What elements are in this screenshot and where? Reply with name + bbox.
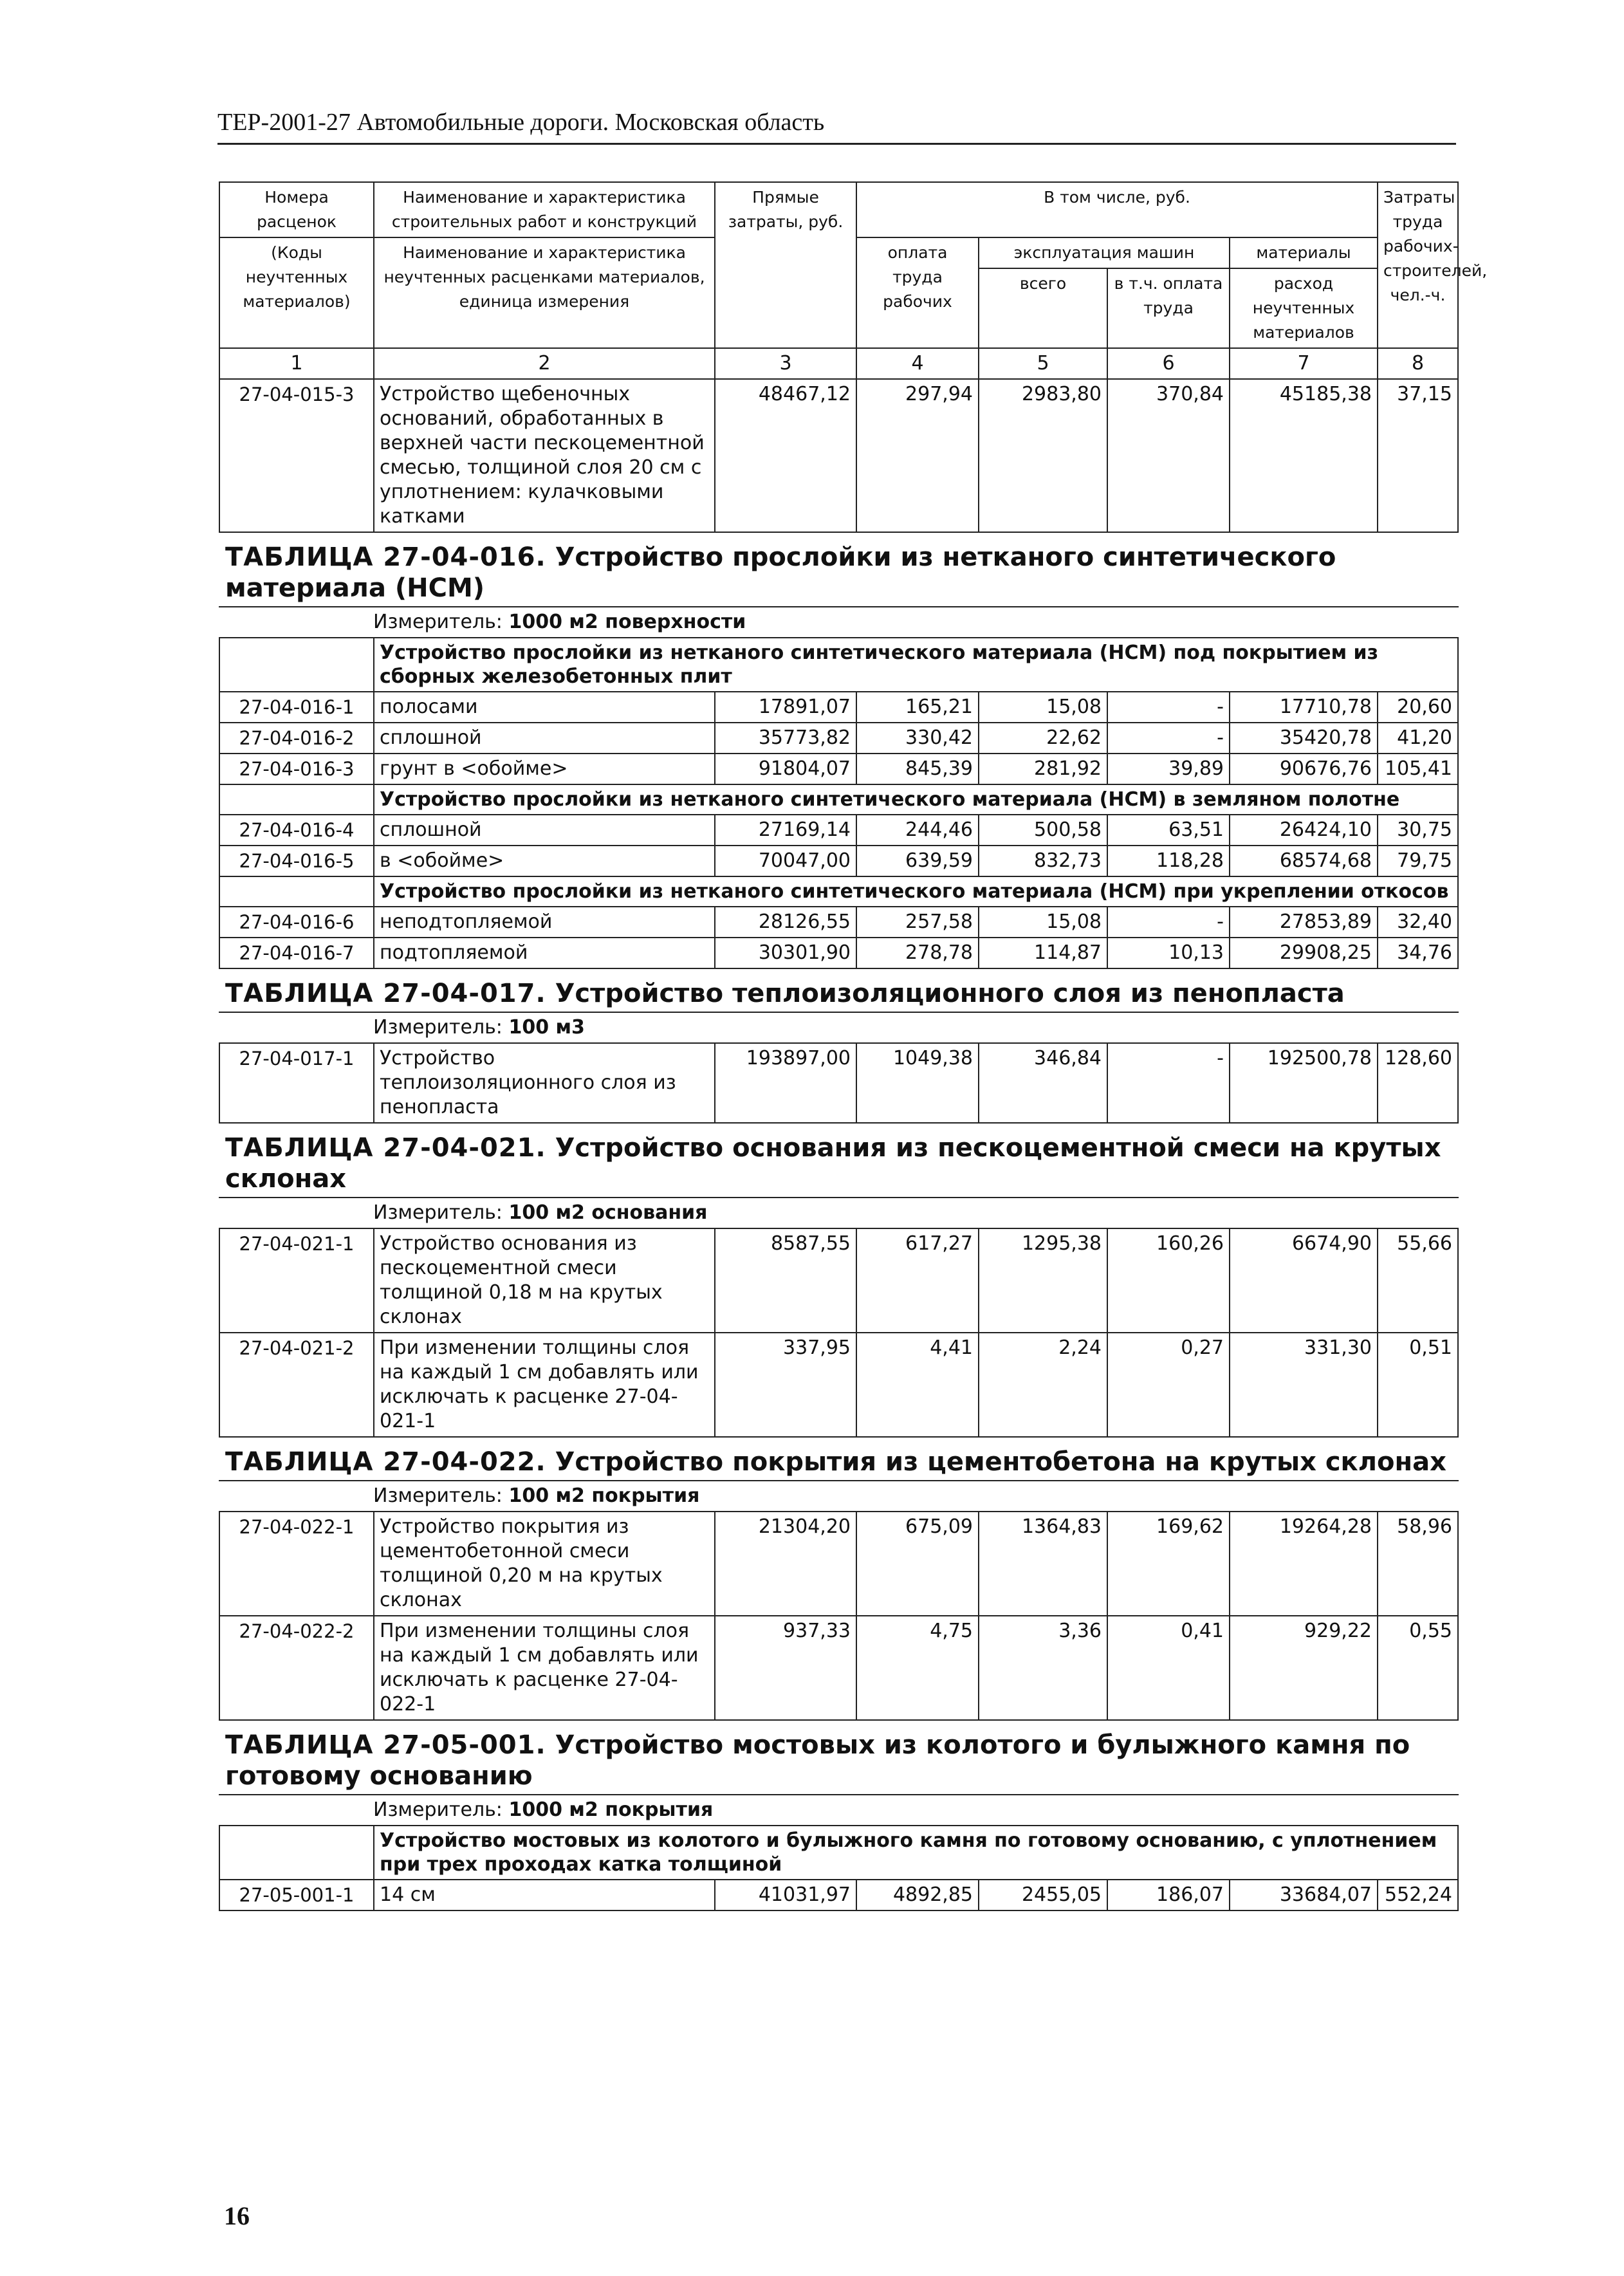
machines-labor: - [1107,723,1230,754]
subheading-row [219,784,1458,815]
table-row [219,907,1458,938]
table-title: ТАБЛИЦА 27-05-001. Устройство мостовых из колотого и булыжного камня по готовому основанию [219,1720,1458,1795]
machines-labor: - [1107,1043,1230,1123]
direct-costs: 35773,82 [715,723,856,754]
measure-unit: Измеритель: 100 м3 [219,1012,1458,1043]
measure-unit: Измеритель: 1000 м2 поверхности [219,607,1458,638]
subheading: Устройство прослойки из нетканого синтетического материала (НСМ) в земляном полотне [374,784,1458,815]
column-number: 1 [219,348,374,379]
labor-pay: 845,39 [856,754,979,784]
materials: 33684,07 [1230,1880,1378,1911]
measure-row [219,1481,1458,1512]
materials: 27853,89 [1230,907,1378,938]
column-numbers-row [219,348,1458,379]
table-title: ТАБЛИЦА 27-04-016. Устройство прослойки из нетканого синтетического материала (НСМ) [219,532,1458,607]
table-title-row [219,1720,1458,1795]
table-title: ТАБЛИЦА 27-04-022. Устройство покрытия из цементобетона на крутых склонах [219,1437,1458,1481]
col-codes-header: Номера расценок [219,182,374,237]
labor-hours: 20,60 [1378,692,1458,723]
labor-pay: 278,78 [856,938,979,968]
measure-row [219,607,1458,638]
materials: 17710,78 [1230,692,1378,723]
direct-costs: 70047,00 [715,846,856,876]
direct-costs: 41031,97 [715,1880,856,1911]
measure-row [219,1198,1458,1228]
direct-costs: 30301,90 [715,938,856,968]
rate-code: 27-04-016-6 [219,907,374,938]
rate-name: сплошной [374,815,715,846]
direct-costs: 937,33 [715,1616,856,1720]
labor-hours: 128,60 [1378,1043,1458,1123]
labor-hours: 37,15 [1378,379,1458,532]
rate-name: При изменении толщины слоя на каждый 1 см добавлять или исключать к расценке 27-04-022-1 [374,1616,715,1720]
column-number: 3 [715,348,856,379]
machines-total: 114,87 [979,938,1107,968]
rates-table [219,181,1488,1911]
rate-code: 27-04-021-1 [219,1228,374,1333]
table-row [219,379,1458,532]
machines-labor: 118,28 [1107,846,1230,876]
machines-total: 1295,38 [979,1228,1107,1333]
rate-code: 27-04-016-7 [219,938,374,968]
machines-total: 832,73 [979,846,1107,876]
machines-labor: 0,27 [1107,1333,1230,1437]
col-codes-subheader: (Коды неучтенных материалов) [219,237,374,348]
column-number: 8 [1378,348,1458,379]
labor-pay: 617,27 [856,1228,979,1333]
column-number: 5 [979,348,1107,379]
rate-name: грунт в <обойме> [374,754,715,784]
rate-name: неподтопляемой [374,907,715,938]
materials: 19264,28 [1230,1512,1378,1616]
materials: 6674,90 [1230,1228,1378,1333]
table-row [219,723,1458,754]
machines-labor: 370,84 [1107,379,1230,532]
running-header: ТЕР-2001-27 Автомобильные дороги. Московская область [217,109,825,136]
labor-pay: 639,59 [856,846,979,876]
column-number: 2 [374,348,715,379]
rate-name: полосами [374,692,715,723]
table-title: ТАБЛИЦА 27-04-017. Устройство теплоизоляционного слоя из пенопласта [219,968,1458,1012]
labor-hours: 79,75 [1378,846,1458,876]
labor-hours: 58,96 [1378,1512,1458,1616]
col-materials-header: материалы [1230,237,1378,268]
measure-unit: Измеритель: 1000 м2 покрытия [219,1795,1458,1826]
machines-labor: 10,13 [1107,938,1230,968]
measure-row [219,1012,1458,1043]
direct-costs: 48467,12 [715,379,856,532]
machines-labor: 169,62 [1107,1512,1230,1616]
machines-total: 2455,05 [979,1880,1107,1911]
table-row [219,1228,1458,1333]
rate-name: При изменении толщины слоя на каждый 1 см добавлять или исключать к расценке 27-04-021-1 [374,1333,715,1437]
machines-labor: 63,51 [1107,815,1230,846]
col-hours-header: Затраты труда рабочих-строителей, чел.-ч. [1378,182,1458,348]
table-row [219,846,1458,876]
materials: 68574,68 [1230,846,1378,876]
col-machines-header: эксплуатация машин [979,237,1230,268]
column-number: 4 [856,348,979,379]
table-title: ТАБЛИЦА 27-04-021. Устройство основания из пескоцементной смеси на крутых склонах [219,1123,1458,1198]
materials: 90676,76 [1230,754,1378,784]
table-row [219,815,1458,846]
table-row [219,754,1458,784]
labor-hours: 55,66 [1378,1228,1458,1333]
labor-pay: 244,46 [856,815,979,846]
subheading: Устройство прослойки из нетканого синтетического материала (НСМ) при укреплении откосов [374,876,1458,907]
rate-name: Устройство покрытия из цементобетонной смеси толщиной 0,20 м на крутых склонах [374,1512,715,1616]
rate-name: в <обойме> [374,846,715,876]
direct-costs: 17891,07 [715,692,856,723]
labor-pay: 4,41 [856,1333,979,1437]
rate-code: 27-04-016-2 [219,723,374,754]
machines-total: 22,62 [979,723,1107,754]
labor-hours: 105,41 [1378,754,1458,784]
labor-pay: 1049,38 [856,1043,979,1123]
machines-total: 15,08 [979,692,1107,723]
labor-hours: 30,75 [1378,815,1458,846]
direct-costs: 28126,55 [715,907,856,938]
materials: 192500,78 [1230,1043,1378,1123]
table-row [219,1880,1458,1911]
machines-total: 2983,80 [979,379,1107,532]
measure-row [219,1795,1458,1826]
table-title-row [219,532,1458,607]
subheading: Устройство прослойки из нетканого синтетического материала (НСМ) под покрытием из сборных железобетонных плит [374,638,1458,692]
labor-pay: 257,58 [856,907,979,938]
materials: 29908,25 [1230,938,1378,968]
table-row [219,1616,1458,1720]
rate-code: 27-05-001-1 [219,1880,374,1911]
direct-costs: 337,95 [715,1333,856,1437]
rate-code: 27-04-016-4 [219,815,374,846]
direct-costs: 21304,20 [715,1512,856,1616]
machines-labor: - [1107,692,1230,723]
table-title-row [219,1123,1458,1198]
subheading-row [219,1826,1458,1880]
table-row [219,938,1458,968]
rate-code: 27-04-021-2 [219,1333,374,1437]
machines-total: 1364,83 [979,1512,1107,1616]
machines-labor: 186,07 [1107,1880,1230,1911]
materials: 45185,38 [1230,379,1378,532]
col-including-header: В том числе, руб. [856,182,1378,237]
labor-hours: 41,20 [1378,723,1458,754]
rate-name: Устройство теплоизоляционного слоя из пенопласта [374,1043,715,1123]
direct-costs: 27169,14 [715,815,856,846]
table-row [219,1333,1458,1437]
machines-total: 3,36 [979,1616,1107,1720]
measure-unit: Измеритель: 100 м2 покрытия [219,1481,1458,1512]
col-name-header: Наименование и характеристика строительных работ и конструкций [374,182,715,237]
labor-pay: 330,42 [856,723,979,754]
direct-costs: 91804,07 [715,754,856,784]
materials: 26424,10 [1230,815,1378,846]
labor-hours: 34,76 [1378,938,1458,968]
machines-labor: 160,26 [1107,1228,1230,1333]
rate-code: 27-04-016-1 [219,692,374,723]
subheading: Устройство мостовых из колотого и булыжного камня по готовому основанию, с уплотнением при трех проходах катка толщиной [374,1826,1458,1880]
rate-name: сплошной [374,723,715,754]
col-machines-total-header: всего [979,268,1107,348]
rate-name: Устройство щебеночных оснований, обработанных в верхней части пескоцементной смесью, толщиной слоя 20 см с уплотнением: кулачковыми катками [374,379,715,532]
machines-total: 500,58 [979,815,1107,846]
labor-hours: 0,55 [1378,1616,1458,1720]
machines-total: 2,24 [979,1333,1107,1437]
header-row [219,182,1458,237]
rate-code: 27-04-017-1 [219,1043,374,1123]
header-divider [217,143,1456,145]
rate-code: 27-04-022-2 [219,1616,374,1720]
column-number: 7 [1230,348,1378,379]
column-number: 6 [1107,348,1230,379]
machines-total: 15,08 [979,907,1107,938]
labor-pay: 297,94 [856,379,979,532]
machines-labor: - [1107,907,1230,938]
col-materials-sub-header: расход неучтенных материалов [1230,268,1378,348]
col-name-subheader: Наименование и характеристика неучтенных расценками материалов, единица измерения [374,237,715,348]
col-direct-header: Прямые затраты, руб. [715,182,856,348]
labor-pay: 675,09 [856,1512,979,1616]
materials: 929,22 [1230,1616,1378,1720]
rate-code: 27-04-016-3 [219,754,374,784]
labor-pay: 165,21 [856,692,979,723]
machines-labor: 0,41 [1107,1616,1230,1720]
machines-labor: 39,89 [1107,754,1230,784]
direct-costs: 8587,55 [715,1228,856,1333]
table-title-row [219,1437,1458,1481]
labor-pay: 4892,85 [856,1880,979,1911]
rate-name: Устройство основания из пескоцементной смеси толщиной 0,18 м на крутых склонах [374,1228,715,1333]
table-row [219,1512,1458,1616]
rate-code: 27-04-022-1 [219,1512,374,1616]
col-labor-header: оплата труда рабочих [856,237,979,348]
rate-name: 14 см [374,1880,715,1911]
labor-hours: 0,51 [1378,1333,1458,1437]
labor-hours: 32,40 [1378,907,1458,938]
measure-unit: Измеритель: 100 м2 основания [219,1198,1458,1228]
direct-costs: 193897,00 [715,1043,856,1123]
col-machines-labor-header: в т.ч. оплата труда [1107,268,1230,348]
rate-name: подтопляемой [374,938,715,968]
machines-total: 281,92 [979,754,1107,784]
labor-pay: 4,75 [856,1616,979,1720]
subheading-row [219,876,1458,907]
page-number: 16 [224,2201,250,2230]
subheading-row [219,638,1458,692]
table-row [219,1043,1458,1123]
rate-code: 27-04-016-5 [219,846,374,876]
materials: 35420,78 [1230,723,1378,754]
table-row [219,692,1458,723]
labor-hours: 552,24 [1378,1880,1458,1911]
machines-total: 346,84 [979,1043,1107,1123]
table-title-row [219,968,1458,1012]
materials: 331,30 [1230,1333,1378,1437]
rate-code: 27-04-015-3 [219,379,374,532]
